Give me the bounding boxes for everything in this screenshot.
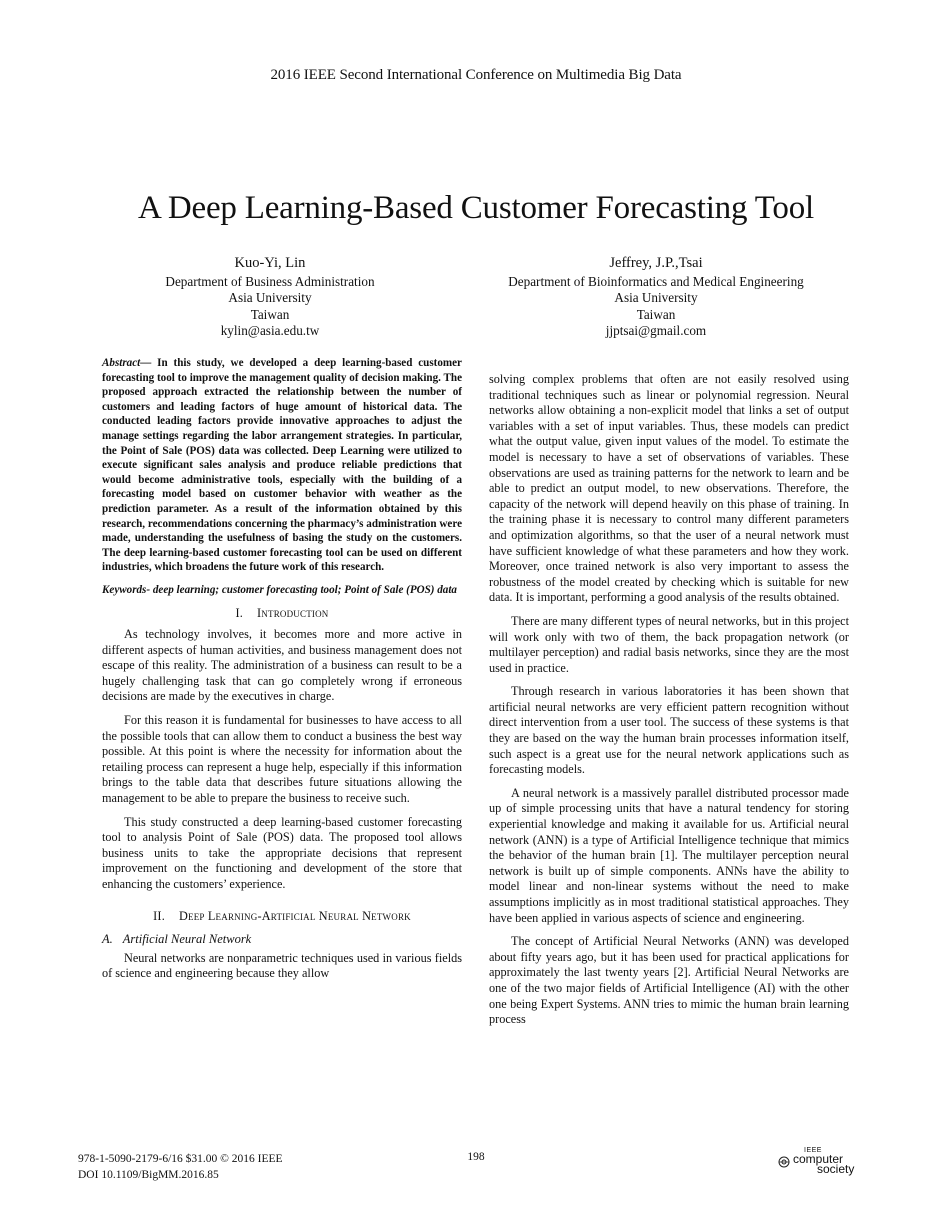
logo-computer-text: computer	[793, 1152, 844, 1166]
logo-ieee-text: IEEE	[804, 1147, 822, 1154]
section-number: II.	[153, 908, 165, 923]
body-paragraph: This study constructed a deep learning-based customer forecasting tool to analysis Point of Sale (POS) data. The proposed tool allows business units to take the appropriate decisions that represent improvement on the functioning and development of the store that enhancing the customers’ experience.	[102, 814, 462, 891]
body-paragraph: The concept of Artificial Neural Networks (ANN) was developed about fifty years ago, but it has been used for practical applications for approximately the last twenty years [2]. Artificial Neural Networks are one of the two major fields of Artificial Intelligence (AI) with the other one being Expert Systems. ANN tries to mimic the human brain learning process	[489, 934, 849, 1027]
author-block-2	[480, 255, 832, 340]
page-number: 198	[467, 1151, 485, 1163]
abstract	[102, 356, 462, 575]
paper-title: A Deep Learning-Based Customer Forecasting Tool	[138, 190, 814, 226]
subsection-number: A.	[102, 932, 113, 947]
right-column	[489, 372, 849, 1036]
logo-society-text: society	[817, 1162, 855, 1176]
left-column	[102, 356, 462, 990]
abstract-text: In this study, we developed a deep learning-based customer forecasting tool to improve the management quality of decision making. The proposed approach extracted the relationship between the number of customers and leading factors of huge amount of historical data. The conducted leading factors provide innovative approaches to adjust the manage settings regarding the labor arrangement strategies. In particular, the Point of Sale (POS) data was collected. Deep Learning were utilized to execute significant sales analysis and produce reliable predictions that would become administrative tools, especially with the building of a forecasting model based on customer behavior with weather as the prediction parameter. As a result of the information obtained by this research, recommendations concerning the pharmacy’s administration were made, understanding the usefulness of basing the study on the customers. The deep learning-based customer forecasting tool can be used on different industries, which broadens the future work of this research.	[102, 357, 462, 574]
author-country: Taiwan	[250, 306, 290, 322]
author-university: Asia University	[228, 290, 312, 306]
footer-doi: DOI 10.1109/BigMM.2016.85	[78, 1169, 219, 1181]
section-heading-introduction	[102, 606, 462, 622]
body-paragraph: A neural network is a massively parallel distributed processor made up of simple processing units that have a natural tendency for storing experiential knowledge and making it available for us. Artificial neural network (ANN) is a type of Artificial Intelligence technique that mimics the behavior of the human brain [1]. The multilayer perception neural network is built up of simple components. ANNs have the ability to model linear and non-linear systems without the need to make assumptions implicitly as in most traditional statistical approaches. They have been applied in various aspects of science and engineering.	[489, 785, 849, 925]
section-heading-deep-learning	[102, 909, 462, 925]
author-country: Taiwan	[636, 306, 676, 322]
section-title: Deep Learning-Artificial Neural Network	[178, 908, 411, 923]
author-email: kylin@asia.edu.tw	[220, 323, 320, 339]
body-paragraph: Through research in various laboratories it has been shown that artificial neural networks are very efficient pattern recognition without direct intervention from a user tool. The success of these systems is that they are based on the way the human brain processes information itself, such aspect is a great use for the neural network applications such as forecasting models.	[489, 684, 849, 777]
computer-society-logo	[776, 1147, 866, 1177]
section-title: Introduction	[257, 605, 329, 620]
body-paragraph: Neural networks are nonparametric techniques used in various fields of science and engineering because they allow	[102, 950, 462, 981]
abstract-label: Abstract—	[102, 357, 152, 369]
footer-isbn: 978-1-5090-2179-6/16 $31.00 © 2016 IEEE	[78, 1153, 283, 1165]
body-paragraph: As technology involves, it becomes more and more active in different aspects of human activities, and business management does not escape of this reality. The administration of a business can result to be a hugely challenging task that can go completely wrong if erroneous decisions are made by the executives in charge.	[102, 627, 462, 704]
subsection-heading	[102, 932, 462, 948]
author-department: Department of Business Administration	[165, 273, 375, 289]
body-paragraph: For this reason it is fundamental for businesses to have access to all the possible tools that can allow them to conduct a business the best way possible. At this point is where the necessity for information about the retailing process can represent a huge help, especially if this information brings to the table data that describes future situations allowing the management to be able to prepare the business to receive such.	[102, 713, 462, 806]
body-paragraph: solving complex problems that often are not easily resolved using traditional techniques such as linear or polynomial regression. Neural networks allow obtaining a non-explicit model that links a set of output variables with a set of input variables. Thus, these models can predict what the output value, given input values of the model. To estimate the model is necessary to have a set of observations of variables. These observations are used as training patterns for the network to learn and be able to predict an output model, to new observations. Therefore, the capacity of the network will depend heavily on this phase of training. In the training phase it is necessary to control many different parameters and optimization algorithms, so that the user of a neural network must have sufficient knowledge of what these parameters and how they work. Moreover, once trained network is also very important to assess the robustness of the model created by checking which is suitable for new data. It is important, performing a good analysis of the results obtained.	[489, 372, 849, 605]
author-name: Kuo-Yi, Lin	[234, 255, 306, 271]
conference-header: 2016 IEEE Second International Conference on Multimedia Big Data	[270, 67, 682, 83]
keywords: Keywords- deep learning; customer forecasting tool; Point of Sale (POS) data	[102, 583, 457, 596]
author-block-1	[95, 255, 445, 340]
author-university: Asia University	[614, 290, 698, 306]
body-paragraph: There are many different types of neural networks, but in this project will work only with two of them, the back propagation network (or multilayer perception) and radial basis networks, since they are the most used in practice.	[489, 613, 849, 675]
subsection-title: Artificial Neural Network	[122, 932, 252, 947]
author-email: jjptsai@gmail.com	[605, 323, 707, 339]
computer-society-icon	[778, 1156, 790, 1168]
author-department: Department of Bioinformatics and Medical Engineering	[508, 273, 804, 289]
author-name: Jeffrey, J.P.,Tsai	[609, 255, 703, 271]
section-number: I.	[235, 605, 244, 620]
